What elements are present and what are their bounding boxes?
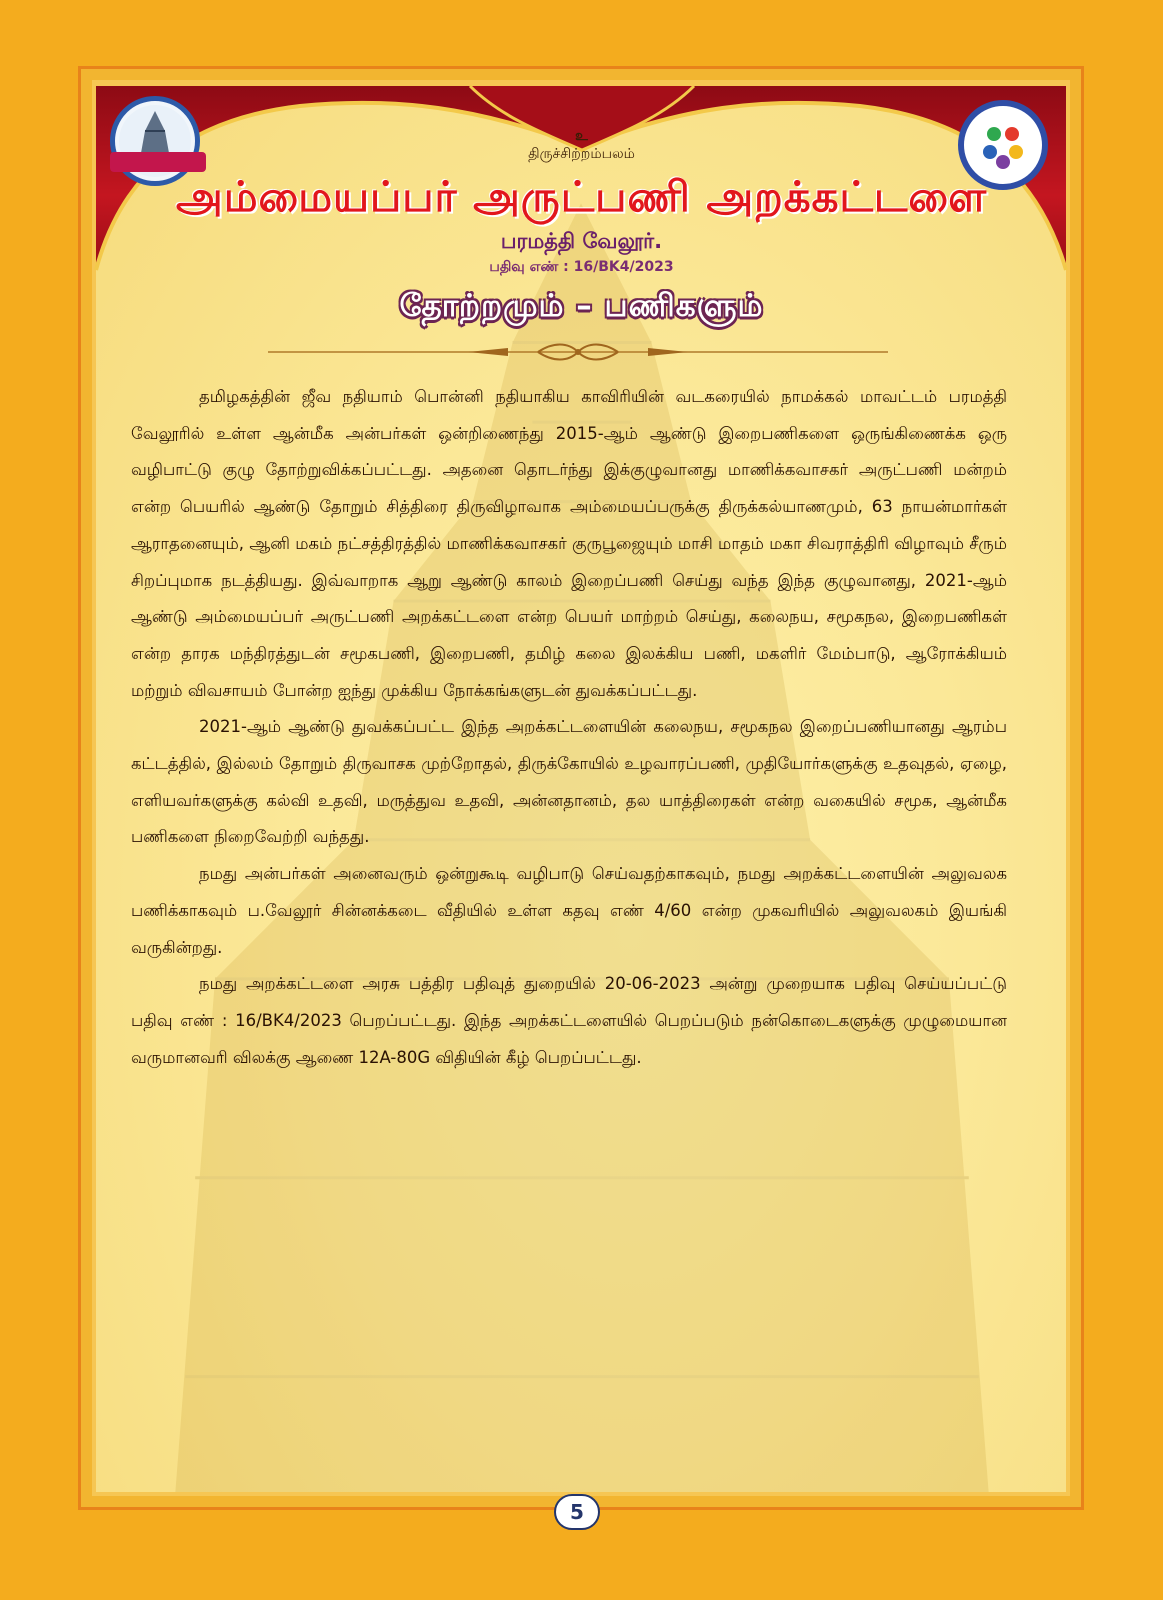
section-title: தோற்றமும் – பணிகளும் — [399, 288, 764, 324]
page-number: 5 — [554, 1494, 600, 1530]
invocation-text: உ — [575, 128, 588, 144]
paragraph-office: நமது அன்பர்கள் அனைவரும் ஒன்றுகூடி வழிபாடு செய்வதற்காகவும், நமது அறக்கட்டளையின் அலுவலக பணிக்காகவும் ப.வேலூர் சின்னக்கடை வீதியில் உள்ள கதவு எண் 4/60 என்ற முகவரியில் அலுவலகம் இயங்கி வருகின்றது. — [131, 864, 1007, 957]
paragraph-registration: நமது அறக்கட்டளை அரசு பத்திர பதிவுத் துறையில் 20-06-2023 அன்று முறையாக பதிவு செய்யப்பட்டு பதிவு எண் : 16/BK4/2023 பெறப்பட்டது. இந்த அறக்கட்டளையில் பெறப்படும் நன்கொடைகளுக்கு முழுமையான வருமானவரி விலக்கு ஆணை 12A-80G விதியின் கீழ் பெறப்பட்டது. — [131, 974, 1007, 1067]
header — [0, 128, 1163, 330]
paragraph-services: 2021-ஆம் ஆண்டு துவக்கப்பட்ட இந்த அறக்கட்டளையின் கலைநய, சமூகநல இறைப்பணியானது ஆரம்ப கட்டத்தில், இல்லம் தோறும் திருவாசக முற்றோதல், திருக்கோயில் உழவாரப்பணி, முதியோர்களுக்கு உதவுதல், ஏழை, எளியவர்களுக்கு கல்வி உதவி, மருத்துவ உதவி, அன்னதானம், தல யாத்திரைகள் என்ற வகையில் சமூக, ஆன்மீக பணிகளை நிறைவேற்றி வந்தது. — [131, 717, 1007, 847]
registration-number: பதிவு எண் : 16/BK4/2023 — [489, 259, 674, 275]
sub-invocation-text: திருச்சிற்றம்பலம் — [528, 146, 635, 162]
paragraph-origin: தமிழகத்தின் ஜீவ நதியாம் பொன்னி நதியாகிய காவிரியின் வடகரையில் நாமக்கல் மாவட்டம் பரமத்தி வேலூரில் உள்ள ஆன்மீக அன்பர்கள் ஒன்றிணைந்து 2015-ஆம் ஆண்டு இறைபணிகளை ஒருங்கிணைக்க ஒரு வழிபாட்டு குழு தோற்றுவிக்கப்பட்டது. அதனை தொடர்ந்து இக்குழுவானது மாணிக்கவாசகர் அருட்பணி மன்றம் என்ற பெயரில் ஆண்டு தோறும் சித்திரை திருவிழாவாக அம்மையப்பருக்கு திருக்கல்யாணமும், 63 நாயன்மார்கள் ஆராதனையும், ஆனி மகம் நட்சத்திரத்தில் மாணிக்கவாசகர் குருபூஜையும் மாசி மாதம் மகா சிவராத்திரி விழாவும் சீரும் சிறப்புமாக நடத்தியது. இவ்வாறாக ஆறு ஆண்டு காலம் இறைப்பணி செய்து வந்த இந்த குழுவானது, 2021-ஆம் ஆண்டு அம்மையப்பர் அருட்பணி அறக்கட்டளை என்ற பெயர் மாற்றம் செய்து, கலைநய, சமூகநல, இறைபணிகள் என்ற தாரக மந்திரத்துடன் சமூகபணி, இறைபணி, தமிழ் கலை இலக்கிய பணி, மகளிர் மேம்பாடு, ஆரோக்கியம் மற்றும் விவசாயம் போன்ற ஐந்து முக்கிய நோக்கங்களுடன் துவக்கப்பட்டது. — [131, 387, 1007, 700]
place-name: பரமத்தி வேலூர். — [500, 229, 663, 253]
article-body — [131, 379, 1007, 1076]
ornamental-divider-icon — [268, 340, 888, 364]
organization-title: அம்மையப்பர் அருட்பணி அறக்கட்டளை — [176, 172, 987, 221]
